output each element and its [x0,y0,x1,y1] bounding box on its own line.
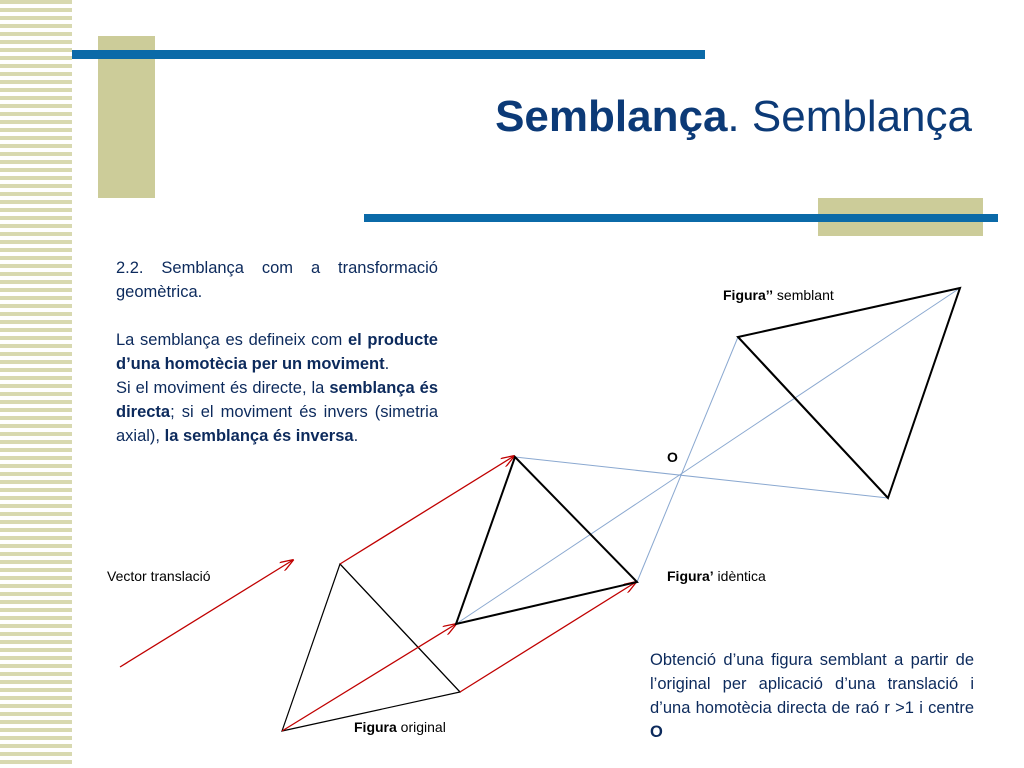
label-similar-bold: Figura’’ [723,287,774,303]
caption-text [650,648,974,744]
label-original-bold: Figura [354,719,397,735]
label-identical-bold: Figura’ [667,568,714,584]
original-diagonal [340,564,460,692]
caption-body: Obtenció d’una figura semblant a partir de l’original per aplicació d’una translació i d’una homotècia directa de raó r >1 i centre [650,651,974,717]
label-similar-figure [723,287,834,303]
ray-line [515,457,888,498]
label-original-rest: original [396,719,446,735]
translation-arrow [460,582,636,692]
label-translation-vector: Vector translació [107,568,211,584]
translation-arrow [282,624,456,731]
types-inverse: la semblança és inversa [164,427,354,445]
types-start: Si el moviment és directe, la [116,379,330,397]
types-direct: semblança és directa [116,379,438,421]
similar-diagonal [738,337,888,498]
label-identical-rest: idèntica [713,568,766,584]
label-similar-rest: semblant [773,287,834,303]
translation-arrow [340,456,514,564]
similar-figure [738,288,960,498]
label-center-o: O [667,449,678,465]
title-rest: . Semblança [727,92,972,141]
definition-bold: el producte d’una homotècia per un moviment [116,331,438,373]
definition-start: La semblança es defineix com [116,331,348,349]
section-heading: 2.2. Semblança com a transformació geomètrica. [116,259,438,301]
label-identical-figure [667,568,766,584]
types-end: . [353,427,359,445]
definition-end: . [384,355,390,373]
types-mid: ; si el moviment és invers (simetria axial), [116,403,438,445]
ray-line [637,337,738,582]
title-bold: Semblança [495,92,728,141]
caption-bold: O [650,723,663,741]
original-figure [282,564,460,731]
label-original-figure [354,719,446,735]
